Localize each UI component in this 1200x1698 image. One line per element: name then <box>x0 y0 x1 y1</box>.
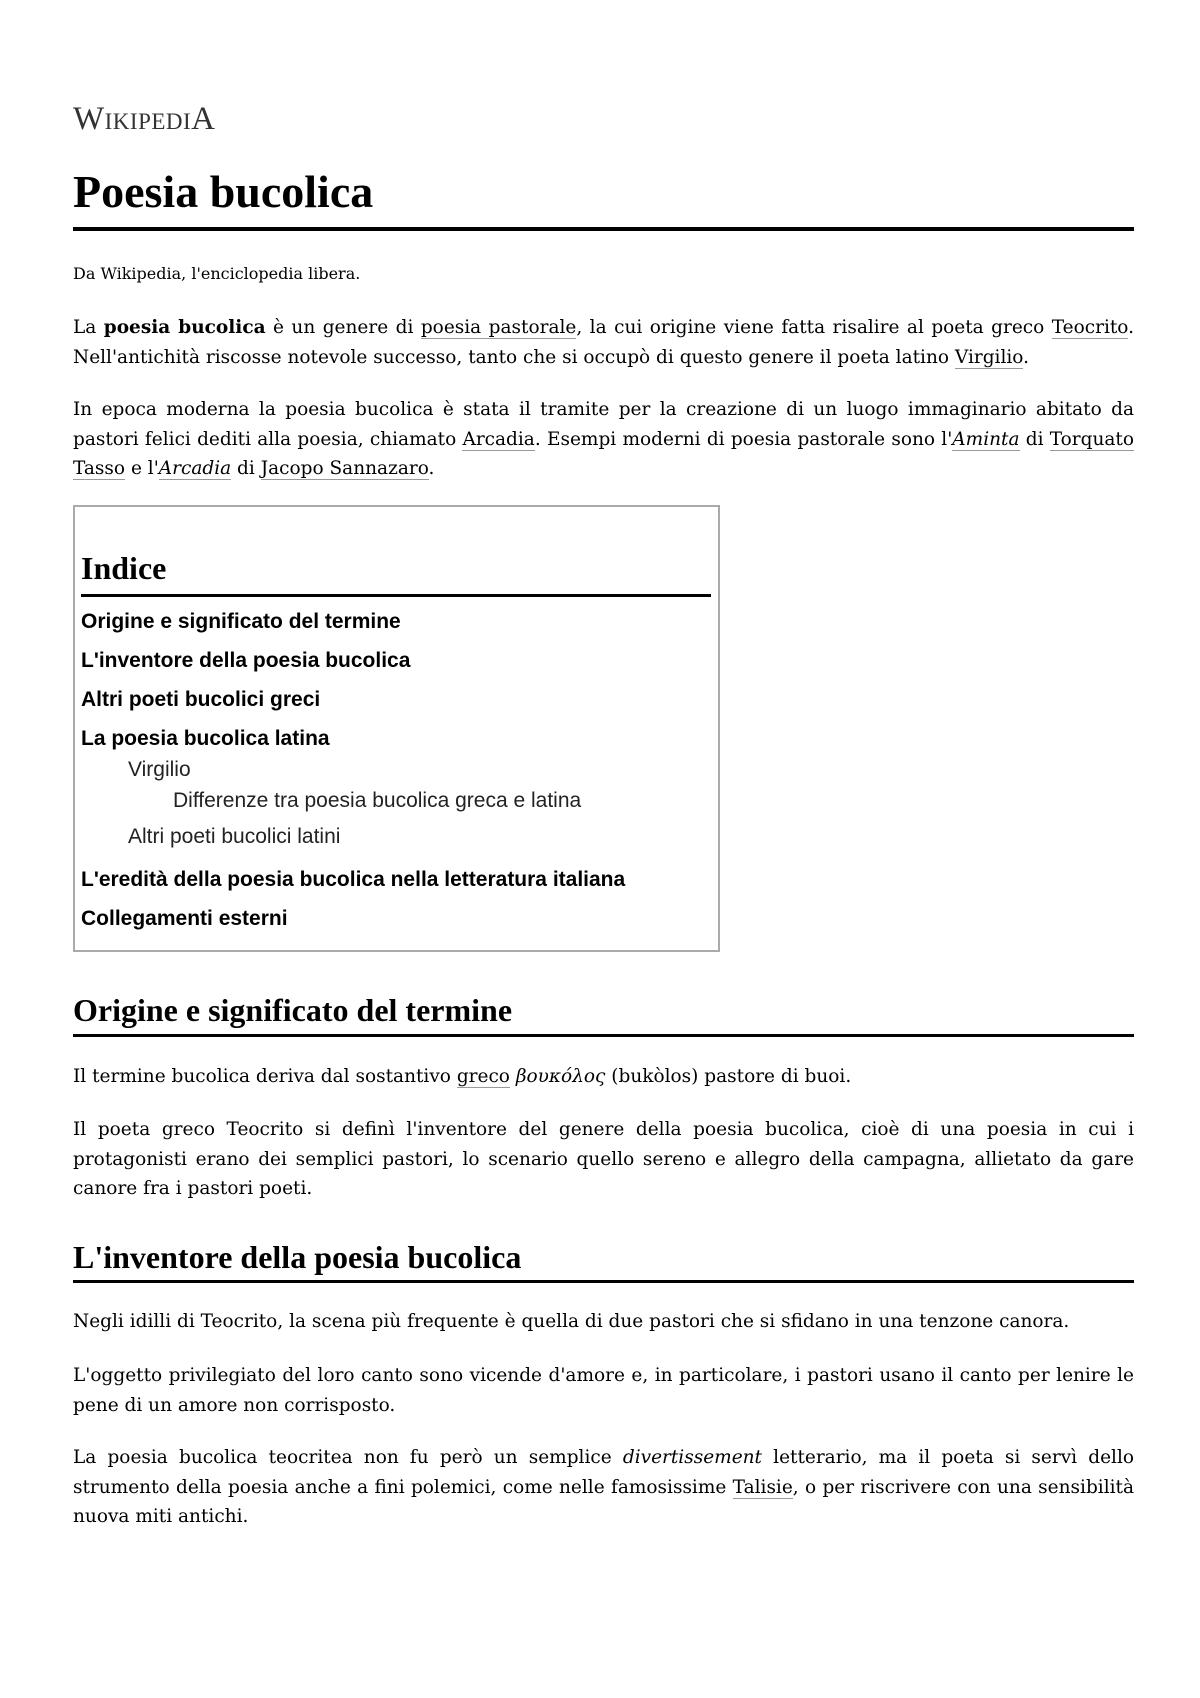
title-underline <box>73 227 1134 231</box>
section-underline <box>73 1280 1134 1283</box>
page-title: Poesia bucolica <box>73 166 374 217</box>
text: , la cui origine viene fatta risalire al poeta greco <box>576 317 1052 338</box>
toc-item-altri-poeti-greci[interactable]: Altri poeti bucolici greci <box>81 688 321 711</box>
origine-paragraph-2: Il poeta greco Teocrito si definì l'inventore del genere della poesia bucolica, cioè di una poesia in cui i protagonisti erano dei semplici pastori, lo scenario quello sereno e allegro della campagna, allietato da gare canore fra i pastori poeti. <box>73 1119 1134 1199</box>
text: . Esempi moderni di poesia pastorale sono l' <box>534 428 953 450</box>
text: . <box>1023 346 1029 368</box>
toc-item-poesia-latina[interactable]: La poesia bucolica latina <box>81 727 330 750</box>
bold-term: poesia bucolica <box>103 317 266 338</box>
toc-item-collegamenti[interactable]: Collegamenti esterni <box>81 907 288 930</box>
link-arcadia-sannazaro[interactable]: Arcadia <box>158 458 232 479</box>
section-underline <box>73 1034 1134 1037</box>
greek-term: βουκόλος <box>515 1066 606 1087</box>
link-teocrito[interactable]: Teocrito <box>1051 317 1129 338</box>
toc-item-inventore[interactable]: L'inventore della poesia bucolica <box>81 649 411 672</box>
text: . <box>428 458 435 479</box>
text: di <box>1019 428 1050 450</box>
link-aminta[interactable]: Aminta <box>952 428 1020 450</box>
toc-item-eredita[interactable]: L'eredità della poesia bucolica nella letteratura italiana <box>81 868 626 891</box>
inventore-paragraph-2: L'oggetto privilegiato del loro canto sono vicende d'amore e, in particolare, i pastori usano il canto per lenire le pene di un amore non corrisposto. <box>73 1365 1134 1416</box>
text: di <box>231 458 261 479</box>
link-virgilio[interactable]: Virgilio <box>954 346 1024 368</box>
intro-paragraph-1 <box>73 313 1134 372</box>
toc-title: Indice <box>81 550 167 586</box>
section-heading-origine: Origine e significato del termine <box>73 992 513 1028</box>
toc-title-underline <box>81 594 711 597</box>
text: (bukòlos) pastore di buoi. <box>605 1066 852 1087</box>
link-torquato-tasso[interactable]: Torquato Tasso <box>73 428 1134 479</box>
text: è un genere di <box>265 317 421 338</box>
text: La poesia bucolica teocritea non fu però un semplice <box>73 1447 623 1468</box>
site-subtitle: Da Wikipedia, l'enciclopedia libera. <box>73 264 361 283</box>
link-greco[interactable]: greco <box>456 1066 510 1087</box>
toc-item-virgilio[interactable]: Virgilio <box>128 758 191 781</box>
text: . Nell'antichità riscosse notevole successo, tanto che si occupò di questo genere il poeta latino <box>73 317 1135 368</box>
text: Il termine bucolica deriva dal sostantivo <box>73 1066 457 1087</box>
origine-paragraph-1 <box>73 1062 1134 1092</box>
link-talisie[interactable]: Talisie <box>732 1476 793 1498</box>
text: La <box>73 317 104 338</box>
toc-item-differenze[interactable]: Differenze tra poesia bucolica greca e latina <box>173 789 582 812</box>
italic-term: divertissement <box>622 1447 762 1468</box>
wikipedia-wordmark: WikipediA <box>73 101 216 137</box>
toc-item-altri-poeti-latini[interactable]: Altri poeti bucolici latini <box>128 825 341 848</box>
text: In epoca moderna la poesia bucolica è stata il tramite per la creazione di un luogo immaginario abitato da pastori felici dediti alla poesia, chiamato <box>73 399 1134 450</box>
section-heading-inventore: L'inventore della poesia bucolica <box>73 1239 522 1275</box>
text: , o per riscrivere con una sensibilità nuova miti antichi. <box>73 1476 1134 1527</box>
link-arcadia[interactable]: Arcadia <box>462 428 535 450</box>
link-jacopo-sannazaro[interactable]: Jacopo Sannazaro <box>260 458 429 479</box>
intro-paragraph-2 <box>73 395 1134 484</box>
inventore-paragraph-1: Negli idilli di Teocrito, la scena più frequente è quella di due pastori che si sfidano in una tenzone canora. <box>73 1311 1070 1332</box>
text: letterario, ma il poeta si servì dello strumento della poesia anche a fini polemici, come nelle famosissime <box>73 1447 1134 1498</box>
toc-item-origine[interactable]: Origine e significato del termine <box>81 610 401 633</box>
text: e l' <box>125 458 159 479</box>
link-poesia-pastorale[interactable]: poesia pastorale <box>420 317 577 338</box>
inventore-paragraph-3 <box>73 1443 1134 1532</box>
